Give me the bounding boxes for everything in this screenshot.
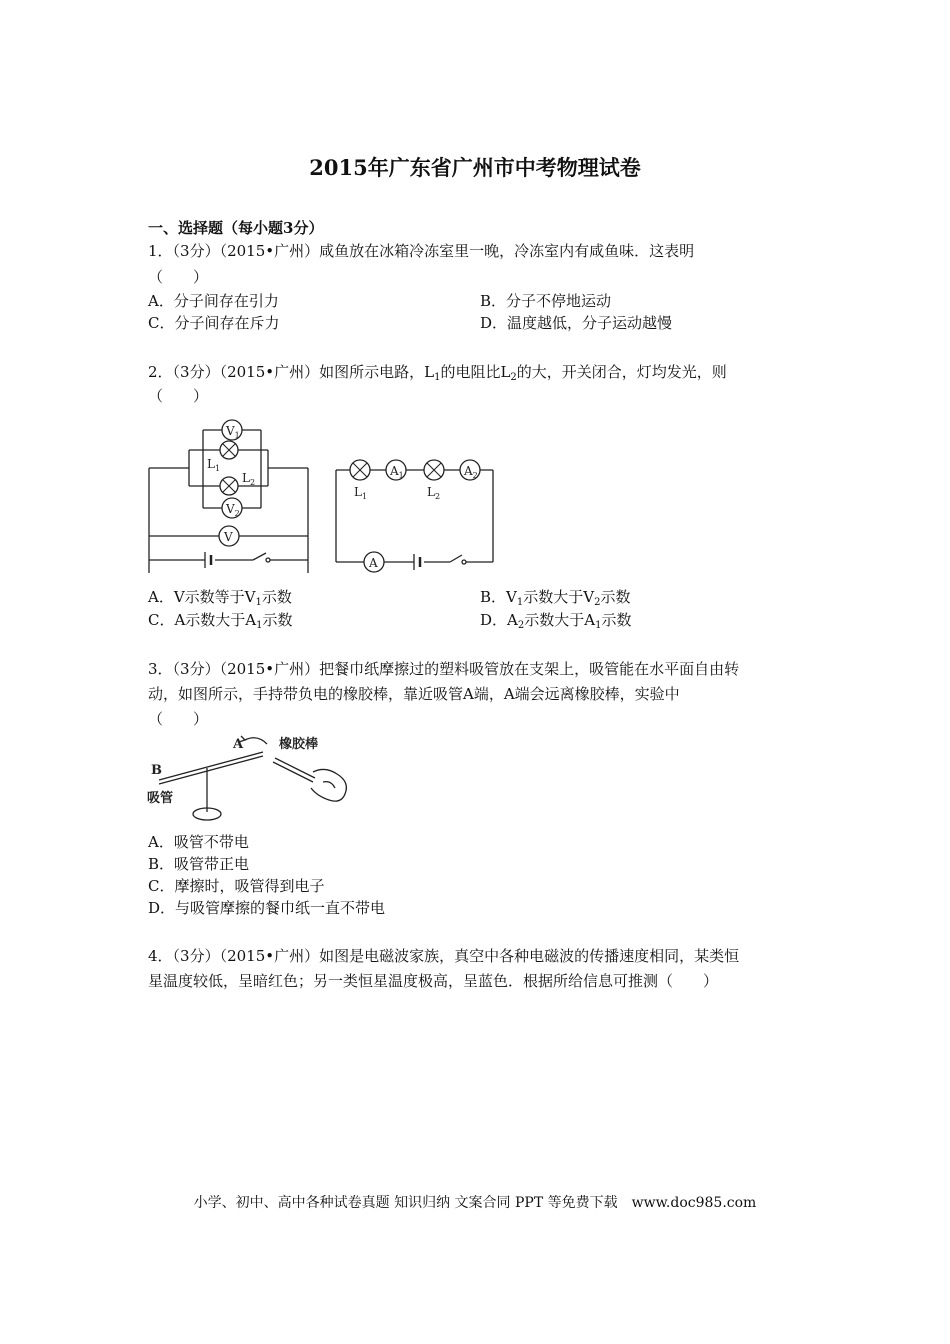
v-label: V [224, 530, 233, 544]
q2-option-a: A．V示数等于$V_1$示数 [148, 588, 292, 608]
a-label: A [369, 556, 378, 570]
q2-stem: 2．（3分）（2015•广州）如图所示电路，$L_1$的电阻比$L_2$的大，开关闭合，灯均发光，则 [148, 363, 727, 383]
l1-label: $L_1$ [207, 457, 221, 473]
q2-circuit-right [330, 450, 500, 580]
l2-label: $L_2$ [242, 471, 256, 487]
q1-option-a: A．分子间存在引力 [148, 292, 279, 310]
q2-option-b: B．$V_1$示数大于$V_2$示数 [480, 588, 631, 608]
q1-paren: （ ） [148, 268, 209, 286]
q3-option-a: A．吸管不带电 [148, 833, 249, 851]
q3-paren: （ ） [148, 710, 209, 728]
q3-line2: 动，如图所示，手持带负电的橡胶棒，靠近吸管A端，A端会远离橡胶棒，实验中 [148, 685, 680, 703]
section-heading: 一、选择题（每小题3分） [148, 219, 324, 237]
rod-label: 橡胶棒 [279, 737, 319, 752]
q1-option-c: C．分子间存在斥力 [148, 314, 280, 332]
q2-circuit-left [145, 410, 315, 580]
page-footer: 小学、初中、高中各种试卷真题 知识归纳 文案合同 PPT 等免费下载 www.doc985.com [193, 1195, 757, 1211]
l1-label-right: $L_1$ [354, 485, 368, 501]
q1-option-d: D．温度越低，分子运动越慢 [480, 314, 673, 332]
q3-option-c: C．摩擦时，吸管得到电子 [148, 877, 325, 895]
l2-label-right: $L_2$ [427, 485, 441, 501]
a1-label: $A_1$ [390, 464, 404, 480]
straw-end-b-label: B [151, 763, 162, 778]
v1-label: $V_1$ [226, 424, 240, 440]
a2-label: $A_2$ [464, 464, 478, 480]
q1-option-b: B．分子不停地运动 [480, 292, 612, 310]
q2-option-c: C．A示数大于$A_1$示数 [148, 611, 293, 631]
q3-option-d: D．与吸管摩擦的餐巾纸一直不带电 [148, 899, 386, 917]
q3-line1: 3．（3分）（2015•广州）把餐巾纸摩擦过的塑料吸管放在支架上，吸管能在水平面自由转 [148, 660, 740, 678]
q3-option-b: B．吸管带正电 [148, 855, 250, 873]
page-title: 2015年广东省广州市中考物理试卷 [309, 155, 641, 180]
q4-line1: 4．（3分）（2015•广州）如图是电磁波家族，真空中各种电磁波的传播速度相同，某类恒 [148, 947, 740, 965]
q4-line2: 星温度较低，呈暗红色；另一类恒星温度极高，呈蓝色．根据所给信息可推测（ ） [148, 972, 719, 990]
q1-stem: 1．（3分）（2015•广州）咸鱼放在冰箱冷冻室里一晚，冷冻室内有咸鱼味．这表明 [148, 242, 695, 260]
straw-label: 吸管 [147, 791, 174, 806]
q3-figure [145, 732, 360, 827]
v2-label: $V_2$ [226, 502, 240, 518]
q2-option-d: D．$A_2$示数大于$A_1$示数 [480, 611, 632, 631]
straw-end-a-label: A [233, 737, 244, 752]
q2-paren: （ ） [148, 387, 209, 405]
